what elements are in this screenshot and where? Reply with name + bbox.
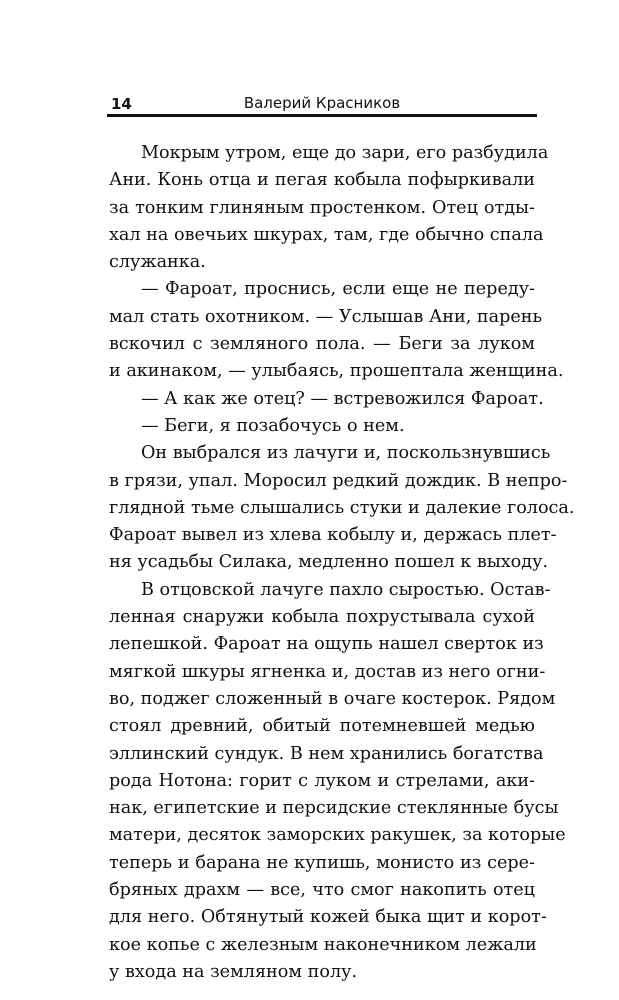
text-line: — Фароат, проснись, если еще не переду- — [141, 279, 535, 300]
text-line: кое копье с железным наконечником лежали — [109, 934, 537, 955]
text-line: у входа на земляном полу. — [109, 961, 358, 982]
page-header — [107, 74, 537, 117]
body-text — [109, 140, 575, 986]
text-line: мягкой шкуры ягненка и, достав из него огни- — [109, 661, 546, 682]
paragraph — [109, 140, 549, 276]
text-line: рода Нотона: горит с луком и стрелами, аки- — [109, 770, 535, 791]
text-line: теперь и барана не купишь, монисто из сере- — [109, 852, 535, 873]
text-line: вскочил с земляного пола. — Беги за луком — [109, 334, 535, 355]
text-line: матери, десяток заморских ракушек, за которые — [109, 825, 566, 846]
text-line: хал на овечьих шкурах, там, где обычно спала — [109, 224, 544, 245]
paragraph — [109, 577, 566, 986]
page-number: 14 — [111, 95, 132, 113]
text-line: Ани. Конь отца и пегая кобыла пофыркивали — [109, 170, 535, 191]
text-line: В отцовской лачуге пахло сыростью. Остав- — [141, 579, 551, 600]
text-line: нак, египетские и персидские стеклянные бусы — [109, 798, 559, 819]
text-line: служанка. — [109, 252, 206, 273]
text-line: бряных драхм — все, что смог накопить отец — [109, 880, 535, 901]
text-line: Фароат вывел из хлева кобылу и, держась плет- — [109, 525, 557, 546]
text-line: во, поджег сложенный в очаге костерок. Рядом — [109, 688, 556, 709]
text-line: ленная снаружи кобыла похрустывала сухой — [109, 607, 535, 628]
paragraph — [109, 413, 535, 440]
paragraph — [109, 386, 544, 413]
running-title: Валерий Красников — [243, 94, 401, 112]
text-line: ня усадьбы Силака, медленно пошел к выходу. — [109, 552, 549, 573]
text-line: Он выбрался из лачуги и, поскользнувшись — [141, 443, 551, 464]
text-line: лепешкой. Фароат на ощупь нашел сверток из — [109, 634, 544, 655]
text-line: для него. Обтянутый кожей быка щит и корот- — [109, 907, 547, 928]
text-line: эллинский сундук. В нем хранились богатства — [109, 743, 544, 764]
paragraph — [109, 276, 564, 385]
text-line: стоял древний, обитый потемневшей медью — [109, 716, 535, 737]
text-line: Мокрым утром, еще до зари, его разбудила — [141, 143, 549, 163]
text-line: глядной тьме слышались стуки и далекие голоса. — [109, 497, 575, 518]
text-line: мал стать охотником. — Услышав Ани, парень — [109, 306, 543, 327]
text-line: в грязи, упал. Моросил редкий дождик. В непро- — [109, 470, 568, 491]
text-line: — Беги, я позабочусь о нем. — [141, 415, 405, 436]
text-line: — А как же отец? — встревожился Фароат. — [141, 388, 544, 409]
text-line: за тонким глиняным простенком. Отец отды- — [109, 197, 535, 218]
text-line: и акинаком, — улыбаясь, прошептала женщина. — [109, 361, 564, 382]
paragraph — [109, 440, 575, 576]
